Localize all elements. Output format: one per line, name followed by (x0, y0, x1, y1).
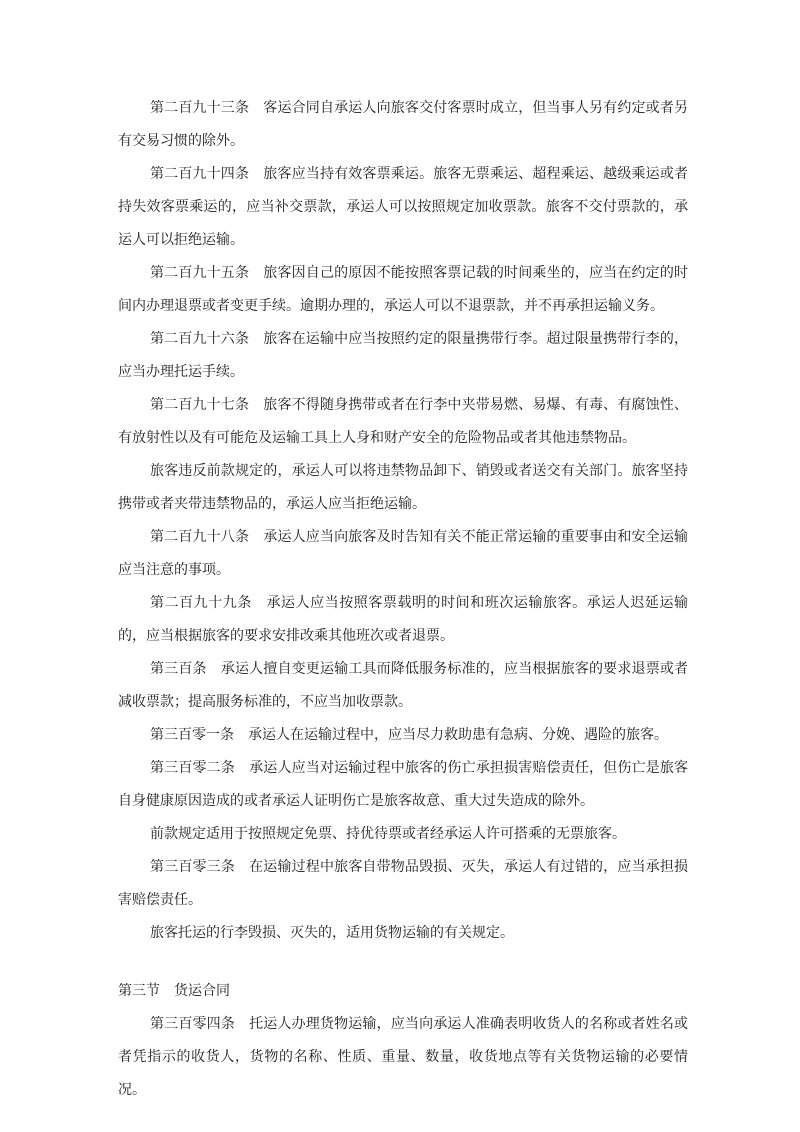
document-page (118, 92, 688, 1107)
paragraph-article-303: 第三百零三条 在运输过程中旅客自带物品毁损、灭失，承运人有过错的，应当承担损害赔偿责任。 (118, 859, 688, 908)
paragraph-article-293: 第二百九十三条 客运合同自承运人向旅客交付客票时成立，但当事人另有约定或者另有交易习惯的除外。 (118, 100, 688, 149)
paragraph-article-304: 第三百零四条 托运人办理货物运输，应当向承运人准确表明收货人的名称或者姓名或者凭指示的收货人，货物的名称、性质、重量、数量，收货地点等有关货物运输的必要情况。 (118, 1016, 688, 1098)
paragraph-article-294: 第二百九十四条 旅客应当持有效客票乘运。旅客无票乘运、超程乘运、越级乘运或者持失效客票乘运的，应当补交票款，承运人可以按照规定加收票款。旅客不交付票款的，承运人可以拒绝运输。 (118, 166, 688, 248)
paragraph-article-296: 第二百九十六条 旅客在运输中应当按照约定的限量携带行李。超过限量携带行李的，应当办理托运手续。 (118, 331, 688, 380)
section-heading (118, 975, 688, 1008)
paragraph-article-297-clause-2: 旅客违反前款规定的，承运人可以将违禁物品卸下、销毁或者送交有关部门。旅客坚持携带或者夹带违禁物品的，承运人应当拒绝运输。 (118, 463, 688, 512)
paragraph-article-298: 第二百九十八条 承运人应当向旅客及时告知有关不能正常运输的重要事由和安全运输应当注意的事项。 (118, 529, 688, 578)
section-name: 货运合同 (174, 983, 230, 999)
paragraph-article-297: 第二百九十七条 旅客不得随身携带或者在行李中夹带易燃、易爆、有毒、有腐蚀性、有放射性以及有可能危及运输工具上人身和财产安全的危险物品或者其他违禁物品。 (118, 397, 688, 446)
section-label: 第三节 (118, 983, 160, 999)
paragraph-article-302-clause-2: 前款规定适用于按照规定免票、持优待票或者经承运人许可搭乘的无票旅客。 (150, 826, 626, 842)
paragraph-article-300: 第三百条 承运人擅自变更运输工具而降低服务标准的，应当根据旅客的要求退票或者减收票款；提高服务标准的，不应当加收票款。 (118, 661, 688, 710)
paragraph-article-301: 第三百零一条 承运人在运输过程中，应当尽力救助患有急病、分娩、遇险的旅客。 (150, 727, 668, 743)
paragraph-article-295: 第二百九十五条 旅客因自己的原因不能按照客票记载的时间乘坐的，应当在约定的时间内办理退票或者变更手续。逾期办理的，承运人可以不退票款，并不再承担运输义务。 (118, 265, 688, 314)
paragraph-article-302: 第三百零二条 承运人应当对运输过程中旅客的伤亡承担损害赔偿责任，但伤亡是旅客自身健康原因造成的或者承运人证明伤亡是旅客故意、重大过失造成的除外。 (118, 760, 688, 809)
paragraph-article-299: 第二百九十九条 承运人应当按照客票载明的时间和班次运输旅客。承运人迟延运输的，应当根据旅客的要求安排改乘其他班次或者退票。 (118, 595, 688, 644)
paragraph-article-303-clause-2: 旅客托运的行李毁损、灭失的，适用货物运输的有关规定。 (150, 925, 514, 941)
